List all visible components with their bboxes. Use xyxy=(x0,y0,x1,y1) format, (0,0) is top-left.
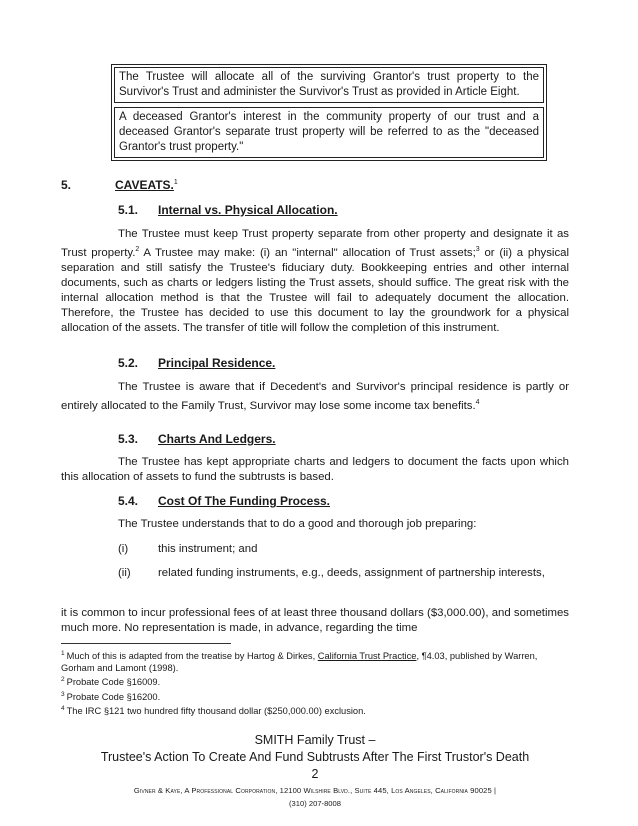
subsection-5-4-heading xyxy=(118,494,330,508)
footer-firm-address: Givner & Kaye, A Professional Corporation, 12100 Wilshire Blvd., Suite 445, Los Angeles, California 90025 | xyxy=(133,786,497,795)
footer-document-title: Trustee's Action To Create And Fund Subtrusts After The First Trustor's Death xyxy=(100,750,530,764)
section-title: CAVEATS. xyxy=(115,178,174,192)
footnote-4 xyxy=(61,703,571,718)
list-item xyxy=(118,542,569,557)
footnote-divider xyxy=(61,643,231,644)
body-text-part: A Trustee may make: (i) an "internal" allocation of Trust assets; xyxy=(139,246,476,259)
subsection-5-3-body: The Trustee has kept appropriate charts and ledgers to document the facts upon which this allocation of assets to fund the subtrusts is based. xyxy=(61,456,569,483)
footnote-number: 4 xyxy=(61,705,65,713)
footnote-number: 1 xyxy=(61,650,65,657)
subsection-title: Internal vs. Physical Allocation. xyxy=(158,203,338,217)
subsection-5-2-body xyxy=(61,380,569,414)
subsection-title: Cost Of The Funding Process. xyxy=(158,494,331,508)
subsection-number: 5.4. xyxy=(118,494,139,508)
subsection-title: Charts And Ledgers. xyxy=(158,432,276,446)
section-5-heading xyxy=(61,178,178,192)
list-item xyxy=(118,566,569,581)
body-text-part: The Trustee is aware that if Decedent's and Survivor's principal residence is partly or entirely allocated to the Family Trust, Survivor may lose some income tax benefits. xyxy=(61,381,569,412)
subsection-5-4-continuation: it is common to incur professional fees of at least three thousand dollars ($3,000.00), and sometimes much more. No representation is made, in advance, regarding the time xyxy=(61,607,569,634)
list-text: this instrument; and xyxy=(158,543,258,555)
footer-phone: (310) 207-8008 xyxy=(289,799,341,808)
list-text: related funding instruments, e.g., deeds, assignment of partnership interests, xyxy=(158,567,545,579)
footnote-1 xyxy=(61,648,571,674)
treatise-title: California Trust Practice xyxy=(317,651,417,662)
box-paragraph-1: The Trustee will allocate all of the surviving Grantor's trust property to the Survivor's Trust and administer the Survivor's Trust as provided in Article Eight. xyxy=(114,67,544,103)
footnote-text: The IRC §121 two hundred fifty thousand dollar ($250,000.00) exclusion. xyxy=(66,706,366,717)
footnote-3 xyxy=(61,689,571,704)
subsection-5-3-heading xyxy=(118,432,276,446)
body-text-part: The Trustee must keep Trust property separate from other property and designate it as Trust property. xyxy=(61,228,569,259)
footnote-ref: 4 xyxy=(475,399,480,406)
subsection-5-1-body xyxy=(61,227,569,336)
subsection-title: Principal Residence. xyxy=(158,356,276,370)
article-excerpt-box xyxy=(111,64,547,161)
subsection-5-1-heading xyxy=(118,203,338,217)
footnote-text: Much of this is adapted from the treatise by Hartog & Dirkes, xyxy=(66,651,318,662)
subsection-5-2-heading xyxy=(118,356,275,370)
footnote-text: Probate Code §16009. xyxy=(66,677,161,688)
footnotes xyxy=(61,648,571,718)
footnote-text: , ¶4.03, published by Warren, Gorham and Lamont (1998). xyxy=(61,651,538,673)
footnote-ref: 2 xyxy=(135,246,140,253)
footnote-number: 2 xyxy=(61,676,65,684)
list-marker: (ii) xyxy=(118,567,131,579)
subsection-number: 5.3. xyxy=(118,432,139,446)
subsection-5-4-intro: The Trustee understands that to do a good and thorough job preparing: xyxy=(118,518,477,530)
footnote-ref: 1 xyxy=(173,179,178,186)
list-marker: (i) xyxy=(118,543,129,555)
footnote-number: 3 xyxy=(61,690,65,698)
box-paragraph-2: A deceased Grantor's interest in the community property of our trust and a deceased Grantor's separate trust property will be referred to as the "deceased Grantor's trust property." xyxy=(114,107,544,158)
footnote-2 xyxy=(61,674,571,689)
footer-trust-name: SMITH Family Trust – xyxy=(254,733,376,747)
subsection-number: 5.2. xyxy=(118,356,139,370)
page-number: 2 xyxy=(311,767,319,781)
subsection-number: 5.1. xyxy=(118,203,139,217)
section-number: 5. xyxy=(61,178,72,192)
footnote-ref: 3 xyxy=(475,246,480,253)
footnote-text: Probate Code §16200. xyxy=(66,691,161,702)
body-text-part: or (ii) a physical separation and still satisfy the Trustee's fiduciary duty. Bookkeeping entries and other internal documents, such as charts or ledgers listing the Trust assets, should suffice. The great risk with the internal allocation method is that the Trustee will fail to adequately document the allocation. Therefore, the Trustee has decided to use this document to lay the groundwork for a physical allocation of the assets. The transfer of title will follow the completion of this instrument. xyxy=(61,246,570,334)
